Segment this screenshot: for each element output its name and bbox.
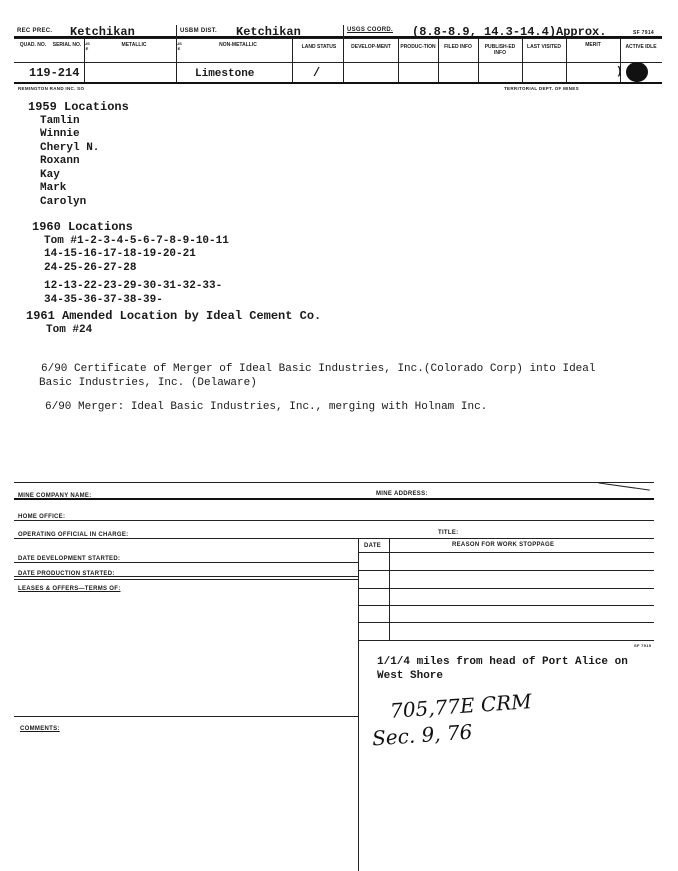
location-name: Carolyn <box>40 195 87 208</box>
nonmetallic-label: NON-METALLIC <box>219 42 257 48</box>
reason-column-label: REASON FOR WORK STOPPAGE <box>452 542 555 548</box>
use-label-metallic: USE <box>84 41 90 51</box>
locations-1960-heading: 1960 Locations <box>32 220 133 234</box>
locations-1959-heading: 1959 Locations <box>28 100 129 114</box>
use-label-nonmetallic: USE <box>176 41 182 51</box>
rec-prec-label: REC PREC. <box>17 28 53 34</box>
amended-1961-heading: 1961 Amended Location by Ideal Cement Co. <box>26 309 322 323</box>
header-form <box>0 0 678 100</box>
filed-info-label: FILED INFO <box>444 44 472 50</box>
lower-form <box>0 470 678 808</box>
date-column-label: DATE <box>364 543 382 549</box>
usgs-coord-label: USGS COORD. <box>347 27 393 33</box>
location-description-line1: 1/1/4 miles from head of Port Alice on <box>377 656 628 668</box>
handwritten-section: Sec. 9, 76 <box>371 719 474 751</box>
location-description-line2: West Shore <box>377 670 444 682</box>
mine-company-name-label: MINE COMPANY NAME: <box>18 493 92 499</box>
merit-label: MERIT <box>585 42 601 48</box>
location-name: Tamlin <box>40 114 80 127</box>
mine-address-label: MINE ADDRESS: <box>376 491 428 497</box>
usgs-coord-value: (8.8-8.9, 14.3-14.4)Approx. <box>412 25 607 39</box>
date-development-label: DATE DEVELOPMENT STARTED: <box>18 556 121 562</box>
merger-holnam-line: 6/90 Merger: Ideal Basic Industries, Inc., merging with Holnam Inc. <box>45 401 488 413</box>
amended-item: Tom #24 <box>46 323 93 336</box>
form-number-top: SF 7914 <box>633 30 655 36</box>
home-office-label: HOME OFFICE: <box>18 514 66 520</box>
land-status-label: LAND STATUS <box>301 44 337 50</box>
location-name: Roxann <box>40 155 80 167</box>
claim-line: 24-25-26-27-28 <box>44 261 137 274</box>
handwritten-coordinates: 705,77E CRM <box>389 689 533 723</box>
printer-line: REMINGTON RAND INC. SO <box>18 86 85 91</box>
claim-line: 14-15-16-17-18-19-20-21 <box>44 248 196 260</box>
comments-label: COMMENTS: <box>20 726 60 732</box>
merger-certificate-line2: Basic Industries, Inc. (Delaware) <box>39 377 257 389</box>
metallic-label: METALLIC <box>121 42 147 48</box>
location-name: Kay <box>40 168 60 181</box>
merger-certificate-line1: 6/90 Certificate of Merger of Ideal Basic Industries, Inc.(Colorado Corp) into Ideal <box>41 363 596 375</box>
last-visited-label: LAST VISITED <box>527 44 561 50</box>
operating-official-label: OPERATING OFFICIAL IN CHARGE: <box>18 532 129 538</box>
usbm-dist-label: USBM DIST. <box>180 28 218 34</box>
title-label: TITLE: <box>438 530 459 536</box>
location-name: Cheryl N. <box>40 141 100 154</box>
leases-offers-label: LEASES & OFFERS—TERMS OF: <box>18 586 121 592</box>
published-info-label: PUBLISH-ED INFO <box>484 44 516 56</box>
locations-1960 <box>32 221 229 307</box>
date-production-label: DATE PRODUCTION STARTED: <box>18 571 115 577</box>
active-status-mark: ) <box>616 66 623 78</box>
claim-line: 12-13-22-23-29-30-31-32-33- <box>44 280 223 292</box>
quad-serial-value: 119-214 <box>29 66 80 80</box>
territorial-label: TERRITORIAL DEPT. OF MINES <box>504 86 579 91</box>
location-name: Mark <box>40 182 67 194</box>
quad-label: QUAD. NO. <box>19 42 47 48</box>
amended-1961 <box>26 310 321 337</box>
locations-1959 <box>28 101 129 209</box>
rec-prec-value: Ketchikan <box>70 25 135 39</box>
location-name: Winnie <box>40 128 80 140</box>
active-idle-label: ACTIVE IDLE <box>625 44 657 50</box>
development-label: DEVELOP-MENT <box>351 44 391 50</box>
commodity-value: Limestone <box>195 68 255 80</box>
serial-label: SERIAL NO. <box>52 42 82 48</box>
claim-line: 34-35-36-37-38-39- <box>44 293 163 306</box>
usbm-dist-value: Ketchikan <box>236 25 301 39</box>
claim-line: Tom #1-2-3-4-5-6-7-8-9-10-11 <box>44 234 229 247</box>
production-label: PRODUC-TION <box>400 44 436 50</box>
form-number-bottom: SF 7915 <box>634 643 652 648</box>
land-status-value: / <box>313 66 321 80</box>
active-status-dot <box>626 62 648 82</box>
